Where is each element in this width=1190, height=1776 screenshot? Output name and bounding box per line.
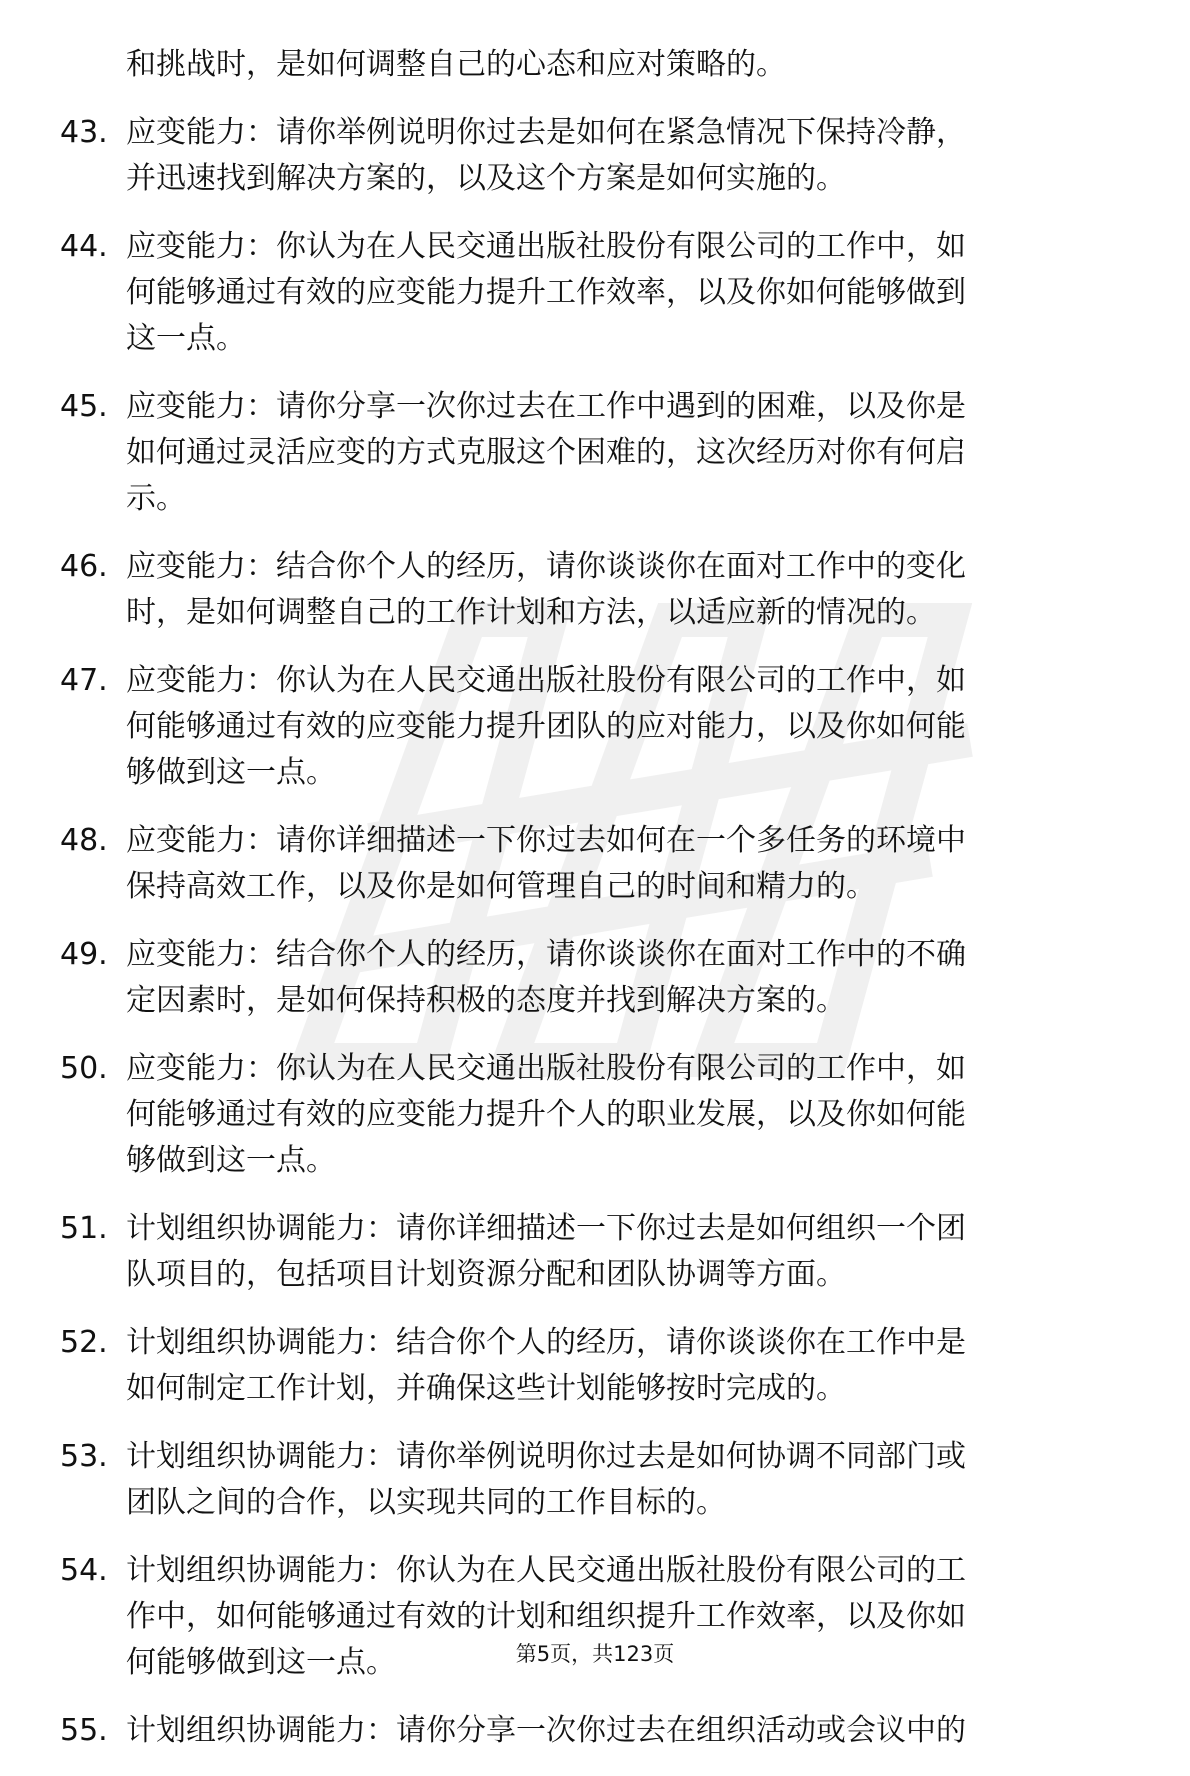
question-text-line: 应变能力：结合你个人的经历，请你谈谈你在面对工作中的变化 (126, 549, 966, 584)
question-text (126, 110, 1120, 202)
question-text (126, 1434, 1120, 1526)
question-number: 45. (60, 389, 108, 424)
question-item (60, 1046, 1120, 1184)
question-text (126, 932, 1120, 1024)
question-number: 47. (60, 663, 108, 698)
question-item (60, 1206, 1120, 1298)
question-item (60, 932, 1120, 1024)
question-list (60, 110, 1120, 1754)
question-item (60, 110, 1120, 202)
question-text-line: 时，是如何调整自己的工作计划和方法，以适应新的情况的。 (126, 595, 936, 630)
question-text-line: 如何通过灵活应变的方式克服这个困难的，这次经历对你有何启 (126, 435, 966, 470)
question-text-line: 这一点。 (126, 321, 246, 356)
question-text-line: 计划组织协调能力：请你分享一次你过去在组织活动或会议中的 (126, 1713, 966, 1748)
question-text (126, 1320, 1120, 1412)
question-item (60, 1434, 1120, 1526)
question-item (60, 818, 1120, 910)
question-number: 43. (60, 115, 108, 150)
question-number: 55. (60, 1713, 108, 1748)
question-number: 54. (60, 1553, 108, 1588)
question-text-line: 够做到这一点。 (126, 755, 336, 790)
question-text-line: 应变能力：你认为在人民交通出版社股份有限公司的工作中，如 (126, 229, 966, 264)
question-text-line: 何能够通过有效的应变能力提升个人的职业发展，以及你如何能 (126, 1097, 966, 1132)
question-text-line: 应变能力：请你分享一次你过去在工作中遇到的困难，以及你是 (126, 389, 966, 424)
question-text-line: 应变能力：请你详细描述一下你过去如何在一个多任务的环境中 (126, 823, 966, 858)
question-text-line: 计划组织协调能力：结合你个人的经历，请你谈谈你在工作中是 (126, 1325, 966, 1360)
question-item (60, 544, 1120, 636)
question-number: 52. (60, 1325, 108, 1360)
question-content (60, 42, 1120, 1776)
question-text (126, 544, 1120, 636)
question-item (60, 1320, 1120, 1412)
question-number: 53. (60, 1439, 108, 1474)
question-number: 51. (60, 1211, 108, 1246)
question-text (126, 224, 1120, 362)
question-text-line: 并迅速找到解决方案的，以及这个方案是如何实施的。 (126, 161, 846, 196)
question-number: 46. (60, 549, 108, 584)
question-number: 49. (60, 937, 108, 972)
question-text (126, 1206, 1120, 1298)
question-text (126, 1046, 1120, 1184)
question-text-line: 示。 (126, 481, 186, 516)
question-text-line: 计划组织协调能力：请你详细描述一下你过去是如何组织一个团 (126, 1211, 966, 1246)
question-text-line: 计划组织协调能力：你认为在人民交通出版社股份有限公司的工 (126, 1553, 966, 1588)
question-text-line: 何能够通过有效的应变能力提升团队的应对能力，以及你如何能 (126, 709, 966, 744)
question-text-line: 队项目的，包括项目计划资源分配和团队协调等方面。 (126, 1257, 846, 1292)
page-footer: 第5页，共123页 (515, 1642, 675, 1666)
question-text-line: 保持高效工作，以及你是如何管理自己的时间和精力的。 (126, 869, 876, 904)
question-text-line: 应变能力：你认为在人民交通出版社股份有限公司的工作中，如 (126, 1051, 966, 1086)
question-text-line: 定因素时，是如何保持积极的态度并找到解决方案的。 (126, 983, 846, 1018)
question-text (126, 658, 1120, 796)
question-text-line: 应变能力：你认为在人民交通出版社股份有限公司的工作中，如 (126, 663, 966, 698)
question-text (126, 818, 1120, 910)
question-text-line: 应变能力：结合你个人的经历，请你谈谈你在面对工作中的不确 (126, 937, 966, 972)
question-item (60, 224, 1120, 362)
question-item (60, 384, 1120, 522)
question-text-line: 计划组织协调能力：请你举例说明你过去是如何协调不同部门或 (126, 1439, 966, 1474)
question-text-line: 团队之间的合作，以实现共同的工作目标的。 (126, 1485, 726, 1520)
continued-text: 和挑战时，是如何调整自己的心态和应对策略的。 (126, 47, 786, 82)
question-text-line: 够做到这一点。 (126, 1143, 336, 1178)
question-text-line: 如何制定工作计划，并确保这些计划能够按时完成的。 (126, 1371, 846, 1406)
question-text-line: 何能够通过有效的应变能力提升工作效率，以及你如何能够做到 (126, 275, 966, 310)
question-text (126, 1708, 1120, 1754)
question-item (60, 1708, 1120, 1754)
question-text-line: 作中，如何能够通过有效的计划和组织提升工作效率，以及你如 (126, 1599, 966, 1634)
question-text-line: 何能够做到这一点。 (126, 1645, 396, 1680)
question-item (60, 658, 1120, 796)
question-number: 44. (60, 229, 108, 264)
question-number: 50. (60, 1051, 108, 1086)
question-text (126, 384, 1120, 522)
question-text-line: 应变能力：请你举例说明你过去是如何在紧急情况下保持冷静， (126, 115, 966, 150)
question-number: 48. (60, 823, 108, 858)
